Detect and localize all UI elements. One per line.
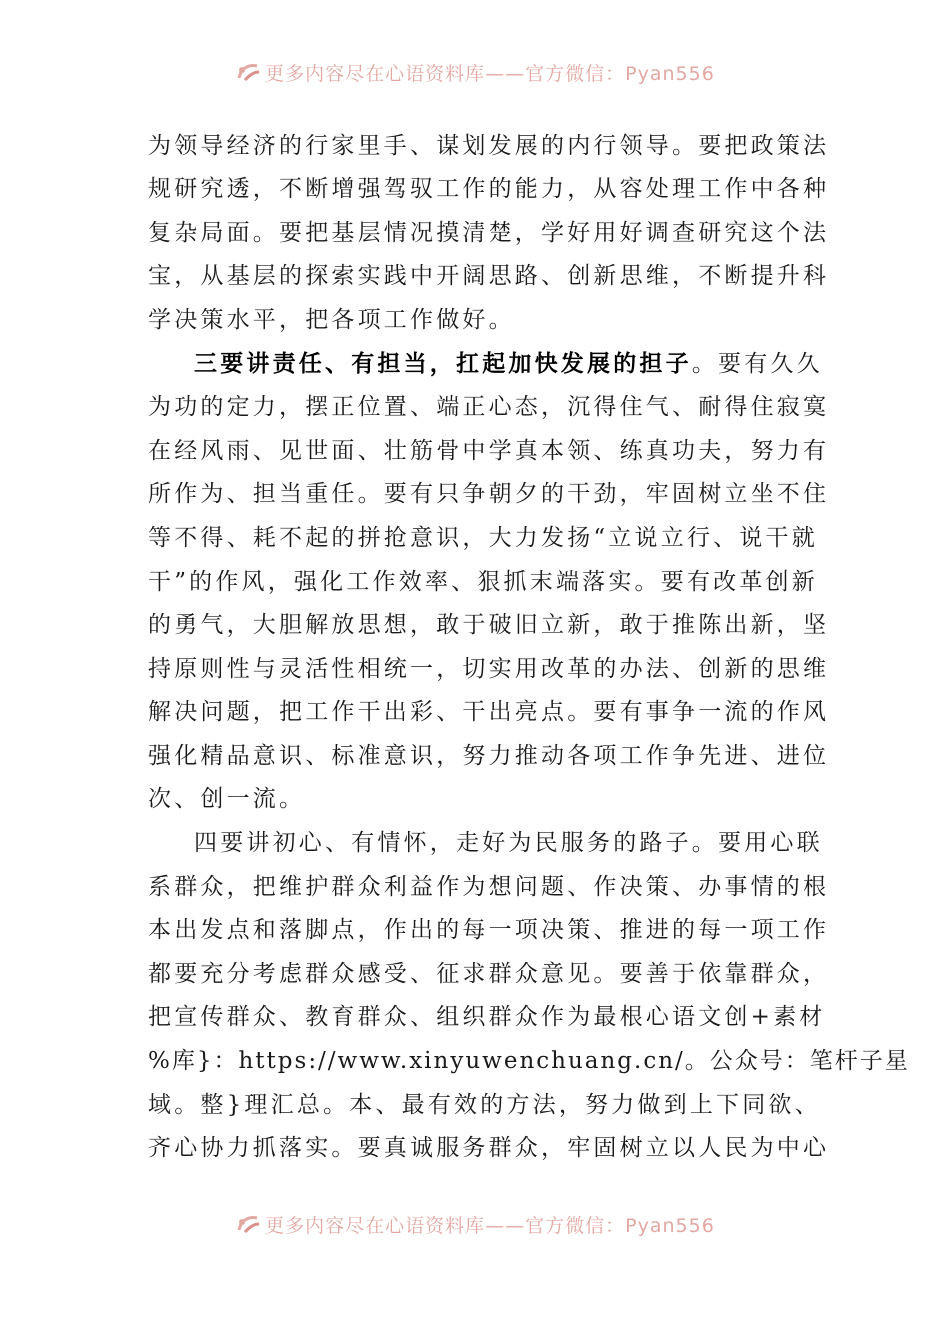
body-line: 干”的作风，强化工作效率、狠抓末端落实。要有改革创新 <box>148 569 818 595</box>
body-line: 系群众，把维护群众利益作为想问题、作决策、办事情的根 <box>148 874 830 900</box>
body-line: 次、创一流。 <box>148 786 306 812</box>
watermark-header <box>0 57 950 87</box>
body-line: 所作为、担当重任。要有只争朝夕的干劲，牢固树立坐不住 <box>148 481 830 507</box>
body-text: 。要有久久 <box>691 351 823 377</box>
paragraph-heading-line <box>148 349 823 379</box>
pen-logo-icon <box>235 1212 263 1236</box>
pen-logo-icon <box>235 60 263 84</box>
body-line: 本出发点和落脚点，作出的每一项决策、推进的每一项工作 <box>148 917 830 943</box>
body-line: %库}：https://www.xinyuwenchuang.cn/。公众号：笔杆子星 <box>148 1048 910 1074</box>
body-line: 持原则性与灵活性相统一，切实用改革的办法、创新的思维 <box>148 656 830 682</box>
body-line: 强化精品意识、标准意识，努力推动各项工作争先进、进位 <box>148 743 830 769</box>
body-line: 宝，从基层的探索实践中开阔思路、创新思维，不断提升科 <box>148 263 830 289</box>
body-line: 等不得、耗不起的拼抢意识，大力发扬“立说立行、说干就 <box>148 525 818 551</box>
body-line: 都要充分考虑群众感受、征求群众意见。要善于依靠群众， <box>148 961 830 987</box>
watermark-text: 更多内容尽在心语资料库——官方微信：Pyan556 <box>265 62 715 85</box>
body-line: 复杂局面。要把基层情况摸清楚，学好用好调查研究这个法 <box>148 220 830 246</box>
body-line: 为领导经济的行家里手、谋划发展的内行领导。要把政策法 <box>148 133 830 159</box>
body-line: 把宣传群众、教育群众、组织群众作为最根心语文创+素材 <box>148 1004 826 1030</box>
watermark-text: 更多内容尽在心语资料库——官方微信：Pyan556 <box>265 1214 715 1237</box>
section-heading-3: 三要讲责任、有担当，扛起加快发展的担子 <box>194 350 692 377</box>
body-line: 域。整}理汇总。本、最有效的方法，努力做到上下同欲、 <box>148 1092 821 1118</box>
body-line: 规研究透，不断增强驾驭工作的能力，从容处理工作中各种 <box>148 176 830 202</box>
body-line: 的勇气，大胆解放思想，敢于破旧立新，敢于推陈出新，坚 <box>148 612 830 638</box>
body-line: 解决问题，把工作干出彩、干出亮点。要有事争一流的作风 <box>148 699 830 725</box>
watermark-footer <box>0 1209 950 1239</box>
body-line: 学决策水平，把各项工作做好。 <box>148 307 515 333</box>
body-line: 在经风雨、见世面、壮筋骨中学真本领、练真功夫，努力有 <box>148 438 830 464</box>
section-heading-4-line: 四要讲初心、有情怀，走好为民服务的路子。要用心联 <box>194 830 823 856</box>
body-line: 为功的定力，摆正位置、端正心态，沉得住气、耐得住寂寞 <box>148 394 830 420</box>
body-line: 齐心协力抓落实。要真诚服务群众，牢固树立以人民为中心 <box>148 1135 830 1161</box>
